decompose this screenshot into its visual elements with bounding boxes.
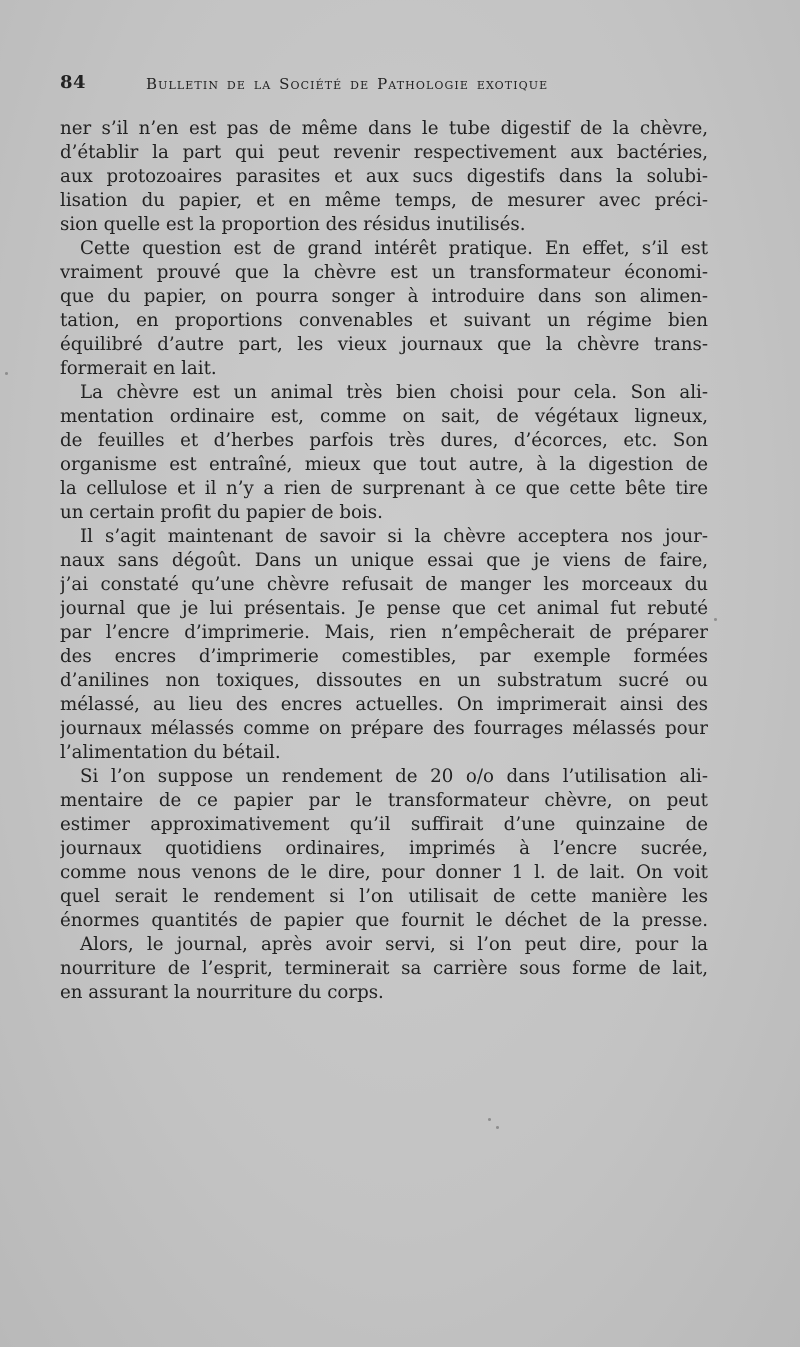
text-line: tation, en proportions convenables et suivant un régime bien: [60, 310, 708, 331]
text-line: des encres d’imprimerie comestibles, par exemple formées: [60, 646, 708, 667]
paragraph: [60, 525, 708, 765]
paragraph: [60, 117, 708, 237]
body-text: [60, 117, 708, 1005]
text-line: Il s’agit maintenant de savoir si la chèvre acceptera nos jour-: [80, 526, 708, 547]
text-line: journaux quotidiens ordinaires, imprimés à l’encre sucrée,: [60, 838, 708, 859]
text-line: organisme est entraîné, mieux que tout autre, à la digestion de: [60, 454, 708, 475]
text-line: l’alimentation du bétail.: [60, 742, 281, 763]
text-line: formerait en lait.: [60, 358, 217, 379]
text-line: La chèvre est un animal très bien choisi pour cela. Son ali-: [80, 382, 708, 403]
text-line: mentaire de ce papier par le transformateur chèvre, on peut: [60, 790, 708, 811]
text-line: la cellulose et il n’y a rien de surprenant à ce que cette bête tire: [60, 478, 708, 499]
text-line: en assurant la nourriture du corps.: [60, 982, 384, 1003]
text-line: que du papier, on pourra songer à introduire dans son alimen-: [60, 286, 708, 307]
text-line: quel serait le rendement si l’on utilisait de cette manière les: [60, 886, 708, 907]
paragraph: [60, 933, 708, 1005]
paragraph: [60, 237, 708, 381]
running-title: Bulletin de la Société de Pathologie exotique: [146, 75, 549, 93]
text-line: nourriture de l’esprit, terminerait sa carrière sous forme de lait,: [60, 958, 708, 979]
text-line: de feuilles et d’herbes parfois très dures, d’écorces, etc. Son: [60, 430, 708, 451]
text-line: Alors, le journal, après avoir servi, si l’on peut dire, pour la: [80, 934, 708, 955]
text-line: vraiment prouvé que la chèvre est un transformateur économi-: [60, 262, 708, 283]
text-line: comme nous venons de le dire, pour donner 1 l. de lait. On voit: [60, 862, 708, 883]
text-line: un certain profit du papier de bois.: [60, 502, 383, 523]
text-line: lisation du papier, et en même temps, de mesurer avec préci-: [60, 190, 708, 211]
text-line: journal que je lui présentais. Je pense que cet animal fut rebuté: [60, 598, 708, 619]
page-number: 84: [60, 72, 87, 93]
text-line: ner s’il n’en est pas de même dans le tube digestif de la chèvre,: [60, 118, 708, 139]
text-line: estimer approximativement qu’il suffirait d’une quinzaine de: [60, 814, 708, 835]
scan-speck: [496, 1126, 499, 1129]
text-line: Cette question est de grand intérêt pratique. En effet, s’il est: [80, 238, 708, 259]
text-line: d’anilines non toxiques, dissoutes en un substratum sucré ou: [60, 670, 708, 691]
text-line: d’établir la part qui peut revenir respectivement aux bactéries,: [60, 142, 708, 163]
paragraph: [60, 381, 708, 525]
scan-speck: [488, 1118, 491, 1121]
text-line: par l’encre d’imprimerie. Mais, rien n’empêcherait de préparer: [60, 622, 708, 643]
text-line: énormes quantités de papier que fournit le déchet de la presse.: [60, 910, 708, 931]
text-line: sion quelle est la proportion des résidus inutilisés.: [60, 214, 526, 235]
text-line: mentation ordinaire est, comme on sait, de végétaux ligneux,: [60, 406, 708, 427]
page-header: [60, 72, 708, 98]
text-line: Si l’on suppose un rendement de 20 o/o dans l’utilisation ali-: [80, 766, 708, 787]
text-line: équilibré d’autre part, les vieux journaux que la chèvre trans-: [60, 334, 708, 355]
scan-speck: [5, 372, 8, 375]
text-line: mélassé, au lieu des encres actuelles. On imprimerait ainsi des: [60, 694, 708, 715]
text-line: journaux mélassés comme on prépare des fourrages mélassés pour: [60, 718, 708, 739]
scan-speck: [714, 618, 717, 621]
paragraph: [60, 765, 708, 933]
text-line: naux sans dégoût. Dans un unique essai que je viens de faire,: [60, 550, 708, 571]
text-line: j’ai constaté qu’une chèvre refusait de manger les morceaux du: [60, 574, 708, 595]
text-line: aux protozoaires parasites et aux sucs digestifs dans la solubi-: [60, 166, 708, 187]
